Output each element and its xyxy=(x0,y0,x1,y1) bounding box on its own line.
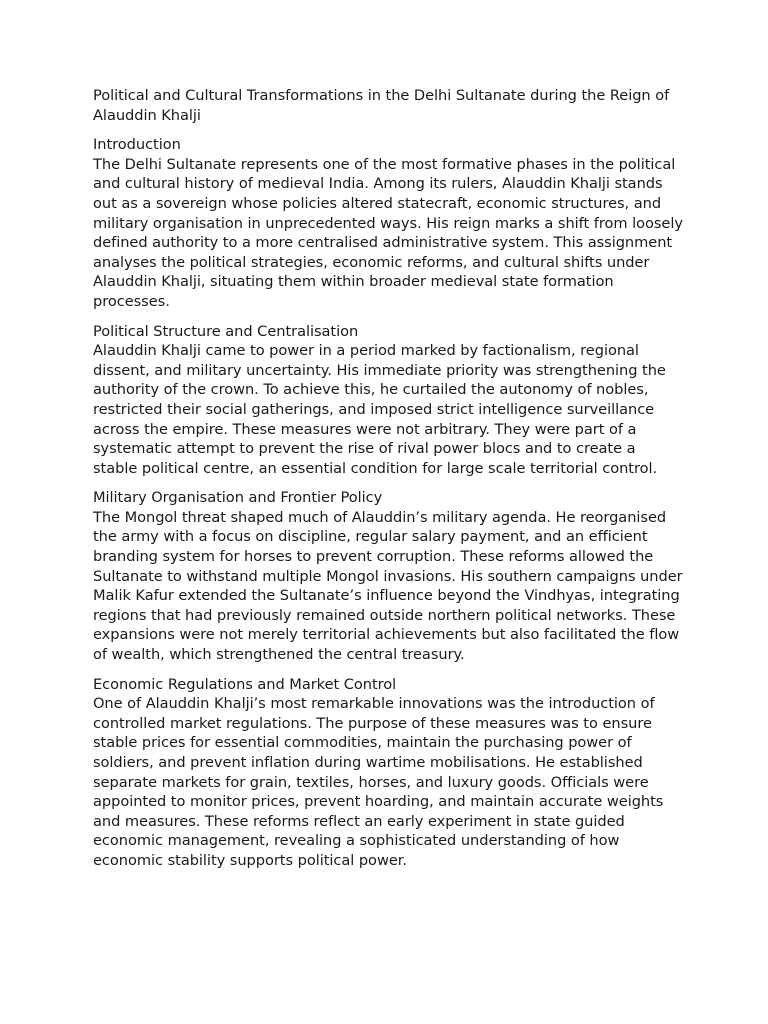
section-heading: Political Structure and Centralisation xyxy=(93,322,359,340)
section-political-structure xyxy=(93,322,683,479)
document-page xyxy=(93,86,683,881)
section-heading: Military Organisation and Frontier Policy xyxy=(93,489,383,507)
section-heading: Introduction xyxy=(93,136,181,154)
section-military-organisation xyxy=(93,488,683,664)
section-introduction xyxy=(93,135,683,311)
section-economic-regulations xyxy=(93,675,683,871)
document-title: Political and Cultural Transformations in the Delhi Sultanate during the Reign of Alauddin Khalji xyxy=(93,87,670,124)
section-body: The Delhi Sultanate represents one of the most formative phases in the political and cultural history of medieval India. Among its rulers, Alauddin Khalji stands out as a sovereign whose policies altered statecraft, economic structures, and military organisation in unprecedented ways. His reign marks a shift from loosely defined authority to a more centralised administrative system. This assignment analyses the political strategies, economic reforms, and cultural shifts under Alauddin Khalji, situating them within broader medieval state formation processes. xyxy=(93,155,683,310)
section-body: One of Alauddin Khalji’s most remarkable innovations was the introduction of controlled market regulations. The purpose of these measures was to ensure stable prices for essential commodities, maintain the purchasing power of soldiers, and prevent inflation during wartime mobilisations. He established separate markets for grain, textiles, horses, and luxury goods. Officials were appointed to monitor prices, prevent hoarding, and maintain accurate weights and measures. These reforms reflect an early experiment in state guided economic management, revealing a sophisticated understanding of how economic stability supports political power. xyxy=(93,695,664,869)
section-body: Alauddin Khalji came to power in a period marked by factionalism, regional dissent, and military uncertainty. His immediate priority was strengthening the authority of the crown. To achieve this, he curtailed the autonomy of nobles, restricted their social gatherings, and imposed strict intelligence surveillance across the empire. These measures were not arbitrary. They were part of a systematic attempt to prevent the rise of rival power blocs and to create a stable political centre, an essential condition for large scale territorial control. xyxy=(93,342,666,477)
section-heading: Economic Regulations and Market Control xyxy=(93,675,397,693)
section-body: The Mongol threat shaped much of Alauddin’s military agenda. He reorganised the army with a focus on discipline, regular salary payment, and an efficient branding system for horses to prevent corruption. These reforms allowed the Sultanate to withstand multiple Mongol invasions. His southern campaigns under Malik Kafur extended the Sultanate’s influence beyond the Vindhyas, integrating regions that had previously remained outside northern political networks. These expansions were not merely territorial achievements but also facilitated the flow of wealth, which strengthened the central treasury. xyxy=(93,508,683,664)
